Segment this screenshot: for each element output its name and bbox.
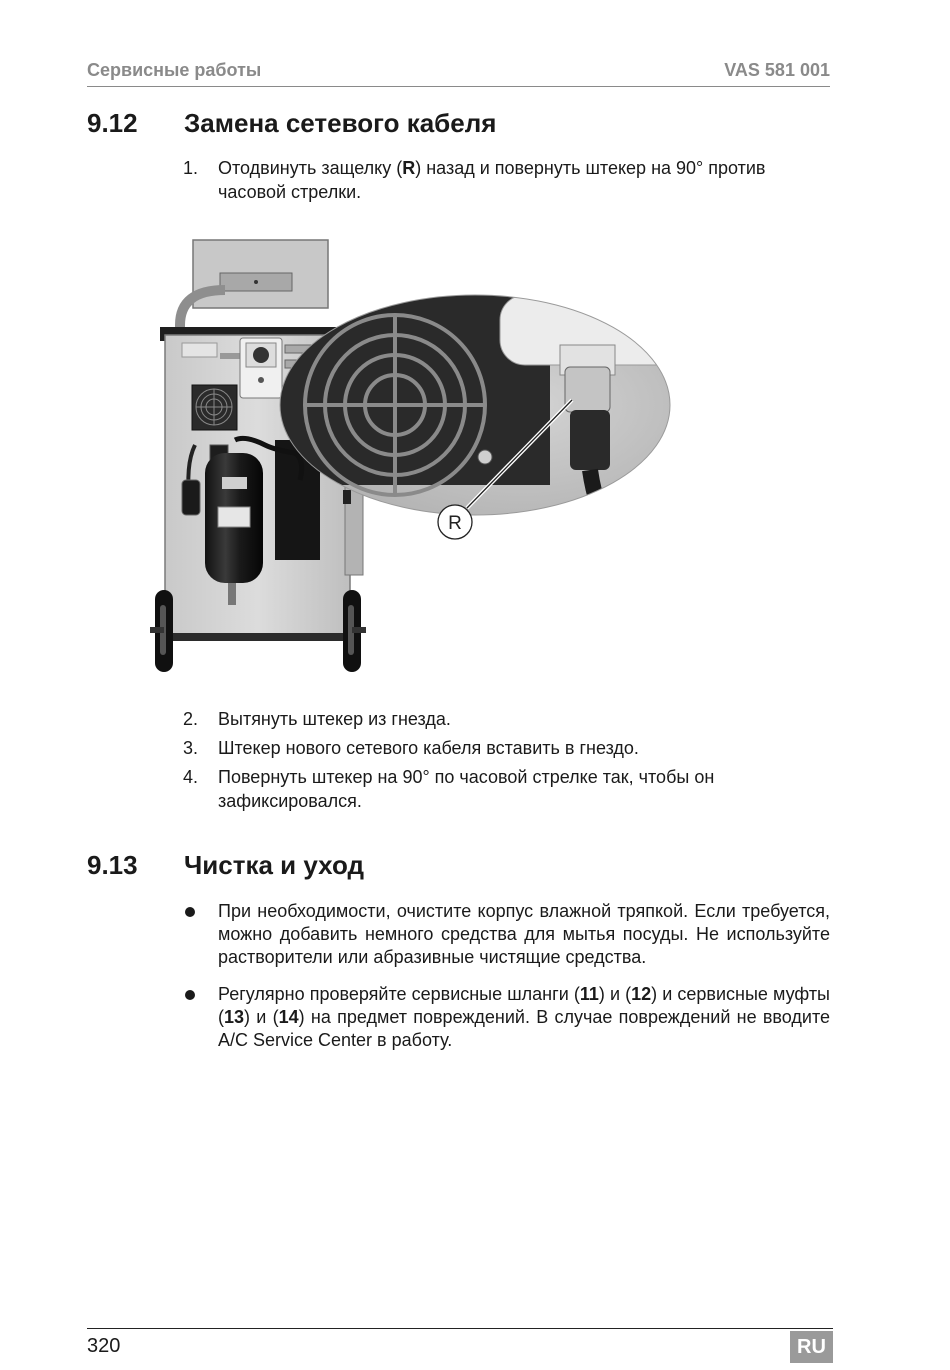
section-number: 9.13 [87,850,138,880]
step-text: Штекер нового сетевого кабеля вставить в гнездо. [218,738,639,758]
item-reference: 11 [579,984,599,1004]
section-title: Чистка и уход [184,850,364,880]
bullet-dot [185,907,195,917]
bullet-item [183,900,833,970]
bullet-text-part: ) и сервисные муфты ( [218,984,830,1027]
step-1 [183,156,833,204]
device-illustration [140,235,790,680]
latch-reference: R [402,158,416,178]
device-figure [140,235,790,680]
step-number: 2. [183,709,199,729]
item-reference: 13 [224,1007,245,1027]
section-number: 9.12 [87,108,138,138]
header-model: VAS 581 001 [724,60,830,80]
section-9-12-heading [87,108,833,142]
item-reference: 14 [278,1007,299,1027]
step-4 [183,765,833,813]
step-text: Повернуть штекер на 90° по часовой стрелке так, чтобы он зафиксировался. [218,767,715,811]
bullet-item [183,983,833,1053]
bullet-text-part: Регулярно проверяйте сервисные шланги ( [218,984,580,1004]
step-number: 1. [183,158,199,178]
fan-grille [192,385,237,430]
step-number: 4. [183,767,199,787]
step-text [218,156,833,204]
page-number: 320 [87,1335,121,1357]
item-reference: 12 [631,984,652,1004]
step-number: 3. [183,738,199,758]
bullet-text: При необходимости, очистите корпус влажной тряпкой. Если требуется, можно добавить немного средства для мытья посуды. Не используйте растворители или абразивные чистящие средства. [218,901,830,967]
section-title: Замена сетевого кабеля [184,108,497,138]
callout-label: R [448,513,462,534]
step-text: Вытянуть штекер из гнезда. [218,709,451,729]
bullet-text-part: ) на предмет повреждений. В случае повреждений не вводите A/C Service Center в работу. [218,1007,831,1050]
step-3 [183,736,833,760]
language-badge: RU [790,1331,833,1363]
step-2 [183,707,833,731]
display-panel [193,240,328,308]
bullet-text-part: ) и ( [598,984,632,1004]
footer-divider [87,1328,833,1329]
section-9-13-heading [87,850,833,884]
bullet-text [218,983,830,1052]
header-section-title: Сервисные работы [87,60,262,80]
step-text-part: Отодвинуть защелку ( [218,158,403,178]
bullet-text-part: ) и ( [244,1007,279,1027]
page-header [87,60,830,87]
step-text-part: ) назад и повернуть штекер на 90° против часовой стрелки. [218,158,766,202]
main-switch [240,338,282,398]
bullet-dot [185,990,195,1000]
